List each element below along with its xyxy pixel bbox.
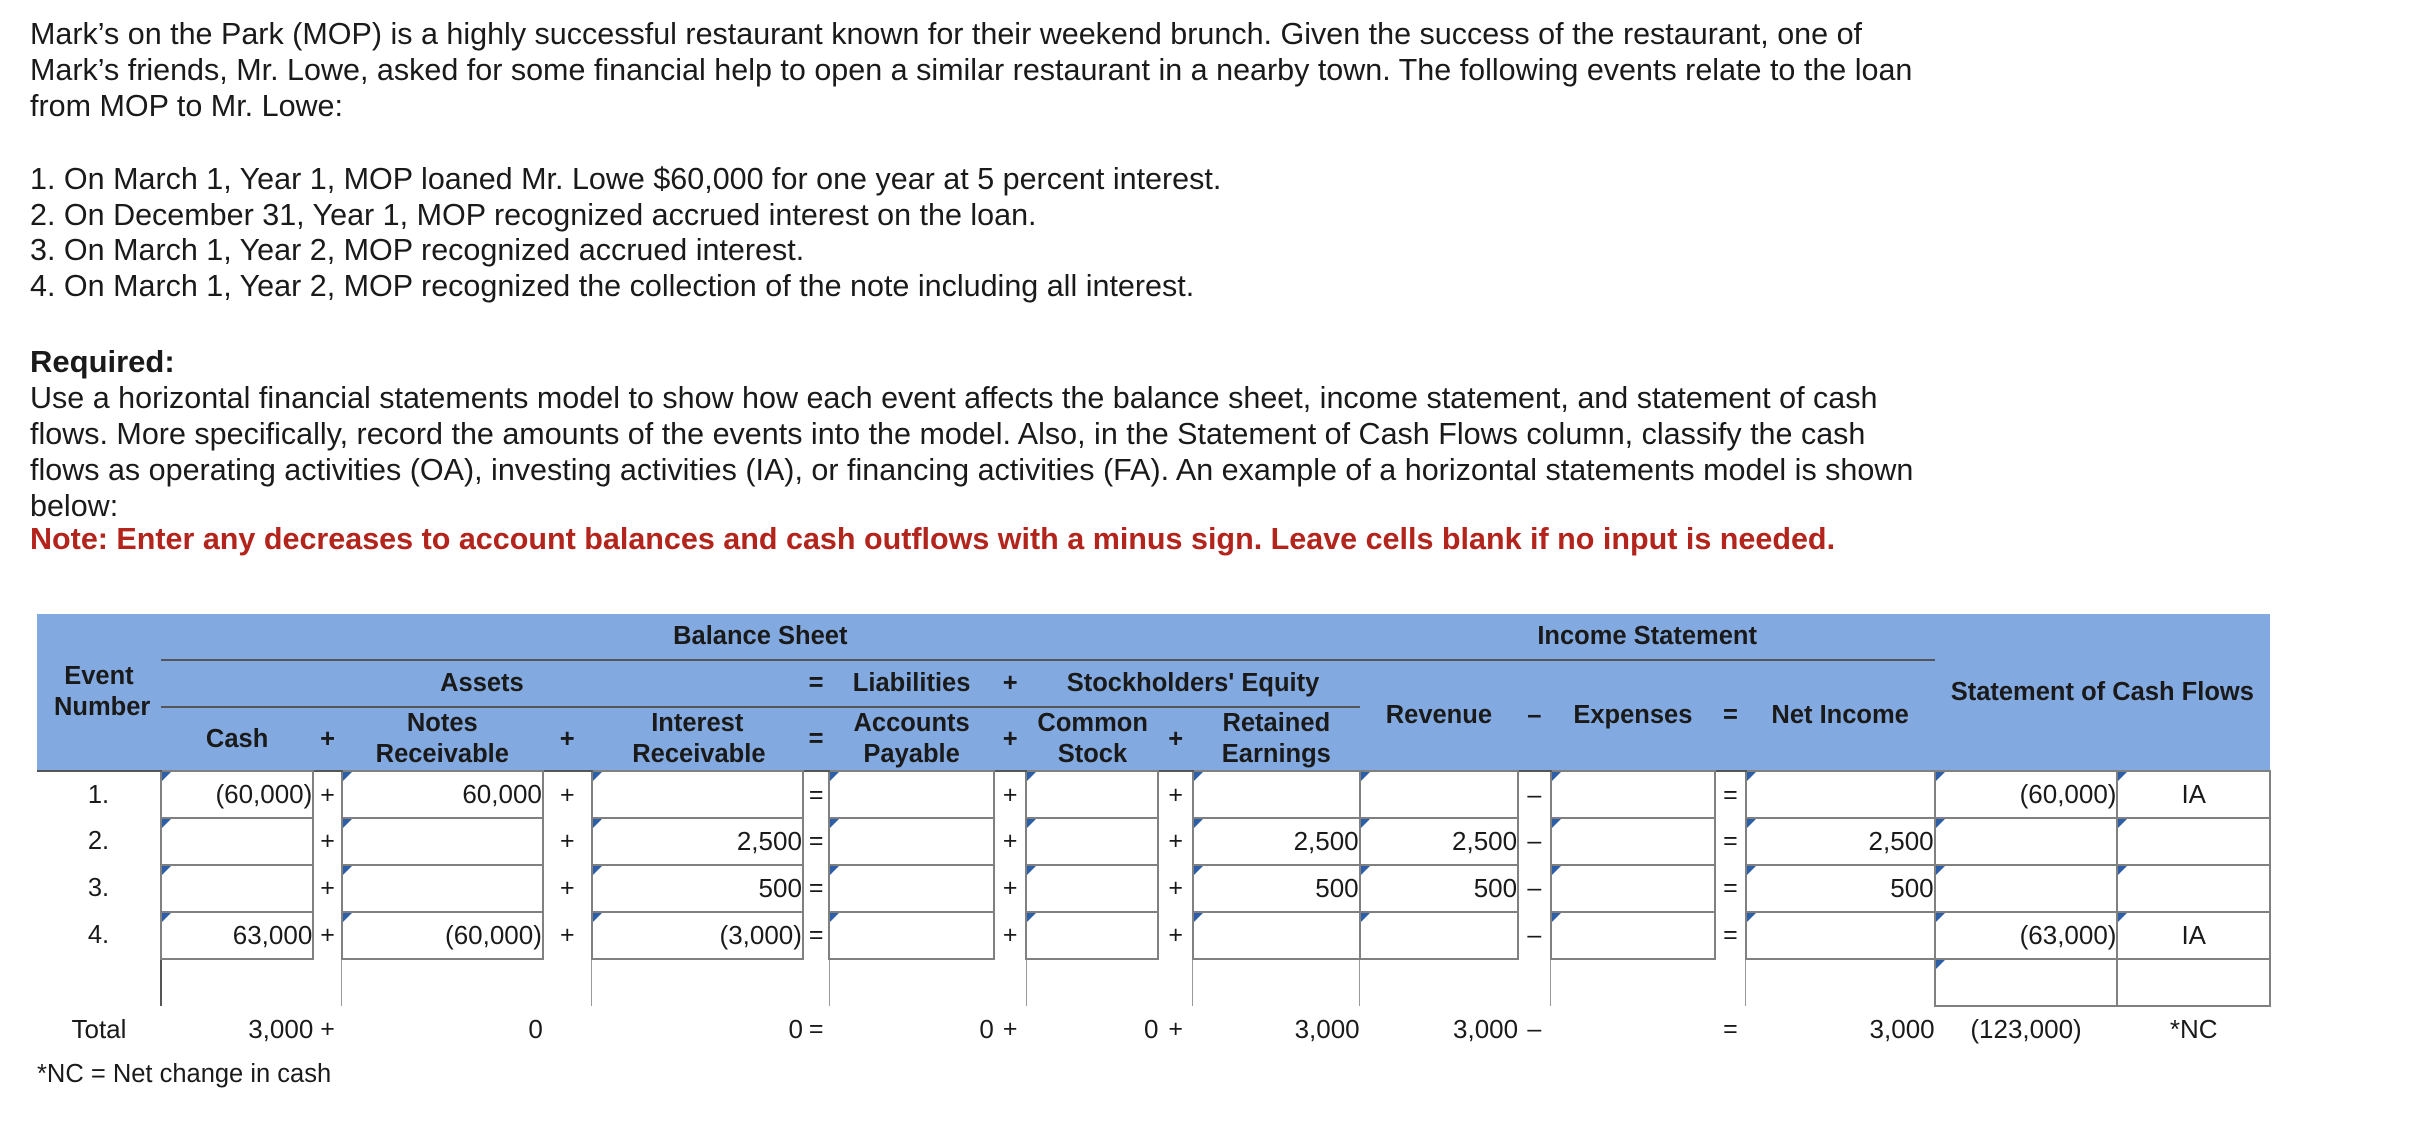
header-accounts-payable: Accounts Payable	[829, 707, 994, 771]
required-body: Use a horizontal financial statements model to show how each event affects the balance sheet, income statement, and statement of cash flows. More specifically, record the amounts of the events into the model. Also, in the Statement of Cash Flows column, classify the cash flows as operating activities (OA), investing activities (IA), or financing activities (FA). An example of a horizontal statements model is shown below:	[30, 381, 1914, 523]
total-accounts-payable: 0	[979, 1013, 994, 1044]
cash-flow-class-input[interactable]	[2117, 865, 2270, 912]
revenue-input[interactable]	[1360, 912, 1518, 959]
cash-flow-amount-input[interactable]	[1935, 865, 2118, 912]
total-revenue: 3,000	[1453, 1013, 1519, 1044]
header-interest-receivable: Interest Receivable	[592, 707, 803, 771]
total-common-stock: 0	[1143, 1013, 1159, 1044]
notes-receivable-input[interactable]	[342, 865, 543, 912]
horizontal-statements-model	[37, 614, 2271, 1122]
interest-receivable-input[interactable]: 500	[592, 865, 803, 912]
common-stock-input[interactable]	[1026, 818, 1158, 865]
event-number: 4.	[87, 921, 110, 949]
expenses-input[interactable]	[1551, 865, 1716, 912]
event-item: 2. On December 31, Year 1, MOP recognized accrued interest on the loan.	[30, 197, 1037, 232]
cash-flow-class-input[interactable]: IA	[2117, 771, 2270, 818]
op-plus: +	[543, 707, 592, 771]
net-income-input[interactable]	[1746, 912, 1935, 959]
header-retained-earnings: Retained Earnings	[1193, 707, 1360, 771]
op-plus: +	[1158, 707, 1193, 771]
op-equals: =	[803, 660, 829, 707]
header-stockholders-equity: Stockholders' Equity	[1026, 660, 1359, 707]
expenses-input[interactable]	[1551, 912, 1716, 959]
notes-receivable-input[interactable]	[342, 818, 543, 865]
total-cash-flow-class: *NC	[2169, 1014, 2218, 1044]
cash-flow-amount-input[interactable]: (63,000)	[1935, 912, 2118, 959]
header-balance-sheet: Balance Sheet	[161, 614, 1360, 660]
revenue-input[interactable]	[1360, 771, 1518, 818]
header-cash: Cash	[161, 707, 313, 771]
header-assets: Assets	[161, 660, 803, 707]
op-minus: –	[1518, 660, 1551, 771]
cash-flow-amount-input[interactable]	[1935, 818, 2118, 865]
header-common-stock: Common Stock	[1026, 707, 1158, 771]
required-heading: Required:	[30, 344, 175, 379]
table-row: 2. + + 2,500 = + + 2,500 2,500 – = 2,500	[37, 818, 2270, 865]
op-equals: =	[803, 707, 829, 771]
table-row: 3. + + 500 = + + 500 500 – = 500	[37, 865, 2270, 912]
total-retained-earnings: 3,000	[1294, 1013, 1360, 1044]
table-row: 4. 63,000 + (60,000) + (3,000) = + + – = (63,000) IA	[37, 912, 2270, 959]
required-note: Note: Enter any decreases to account balances and cash outflows with a minus sign. Leave cells blank if no input is needed.	[30, 522, 1836, 556]
event-list	[30, 162, 1221, 304]
header-revenue: Revenue	[1360, 660, 1518, 771]
common-stock-input[interactable]	[1026, 865, 1158, 912]
header-income-statement: Income Statement	[1360, 614, 1935, 660]
net-income-input[interactable]	[1746, 771, 1935, 818]
table-row: 1. (60,000) + 60,000 + = + + – = (60,000) IA	[37, 771, 2270, 818]
common-stock-input[interactable]	[1026, 912, 1158, 959]
expenses-input[interactable]	[1551, 818, 1716, 865]
revenue-input[interactable]: 2,500	[1360, 818, 1518, 865]
event-item: 3. On March 1, Year 2, MOP recognized accrued interest.	[30, 233, 805, 267]
total-notes-receivable: 0	[528, 1013, 543, 1044]
total-cash: 3,000	[248, 1013, 314, 1044]
revenue-input[interactable]: 500	[1360, 865, 1518, 912]
total-label: Total	[71, 1013, 127, 1044]
accounts-payable-input[interactable]	[829, 771, 994, 818]
op-plus: +	[313, 707, 341, 771]
cash-input[interactable]: (60,000)	[161, 771, 313, 818]
notes-receivable-input[interactable]: (60,000)	[342, 912, 543, 959]
spacer-row	[37, 959, 2270, 1006]
total-net-income: 3,000	[1869, 1013, 1935, 1044]
common-stock-input[interactable]	[1026, 771, 1158, 818]
header-event-number: Event Number	[37, 614, 161, 771]
cash-flow-class-input[interactable]	[2117, 818, 2270, 865]
net-income-input[interactable]: 500	[1746, 865, 1935, 912]
cash-flow-class-input[interactable]: IA	[2117, 912, 2270, 959]
cash-input[interactable]: 63,000	[161, 912, 313, 959]
header-liabilities: Liabilities	[829, 660, 994, 707]
notes-receivable-input[interactable]: 60,000	[342, 771, 543, 818]
header-cash-flows: Statement of Cash Flows	[1935, 614, 2270, 771]
header-notes-receivable: Notes Receivable	[342, 707, 543, 771]
interest-receivable-input[interactable]: 2,500	[592, 818, 803, 865]
cash-flow-class-input[interactable]	[2117, 959, 2270, 1006]
header-expenses: Expenses	[1551, 660, 1716, 771]
cash-input[interactable]	[161, 865, 313, 912]
retained-earnings-input[interactable]: 500	[1193, 865, 1360, 912]
cash-flow-amount-input[interactable]: (60,000)	[1935, 771, 2118, 818]
event-item: 1. On March 1, Year 1, MOP loaned Mr. Lowe $60,000 for one year at 5 percent interest.	[30, 162, 1222, 196]
event-number: 3.	[87, 874, 110, 902]
total-interest-receivable: 0	[788, 1013, 803, 1044]
retained-earnings-input[interactable]	[1193, 771, 1360, 818]
op-plus: +	[994, 707, 1027, 771]
retained-earnings-input[interactable]	[1193, 912, 1360, 959]
header-net-income: Net Income	[1746, 660, 1935, 771]
accounts-payable-input[interactable]	[829, 865, 994, 912]
event-number: 1.	[37, 771, 161, 818]
totals-row: Total 3,000 + 0 0 = 0 + 0 + 3,000 3,000 – = 3,000 (123,000) *NC	[37, 1006, 2270, 1052]
total-cash-flow-amount: (123,000)	[1970, 1014, 2082, 1044]
footnote: *NC = Net change in cash	[37, 1060, 332, 1088]
interest-receivable-input[interactable]: (3,000)	[592, 912, 803, 959]
event-item: 4. On March 1, Year 2, MOP recognized the collection of the note including all interest.	[30, 268, 1195, 303]
interest-receivable-input[interactable]	[592, 771, 803, 818]
op-equals: =	[1715, 660, 1745, 771]
accounts-payable-input[interactable]	[829, 912, 994, 959]
cash-flow-amount-input[interactable]	[1935, 959, 2118, 1006]
accounts-payable-input[interactable]	[829, 818, 994, 865]
retained-earnings-input[interactable]: 2,500	[1193, 818, 1360, 865]
total-expenses	[1551, 1006, 1716, 1052]
cash-input[interactable]	[161, 818, 313, 865]
net-income-input[interactable]: 2,500	[1746, 818, 1935, 865]
intro-paragraph: Mark’s on the Park (MOP) is a highly successful restaurant known for their weekend brunch. Given the success of the restaurant, one of Mark’s friends, Mr. Lowe, asked for some financial help to open a similar restaurant in a nearby town. The following events relate to the loan from MOP to Mr. Lowe:	[30, 17, 1913, 123]
expenses-input[interactable]	[1551, 771, 1716, 818]
event-number: 2.	[87, 827, 110, 855]
op-plus: +	[994, 660, 1027, 707]
